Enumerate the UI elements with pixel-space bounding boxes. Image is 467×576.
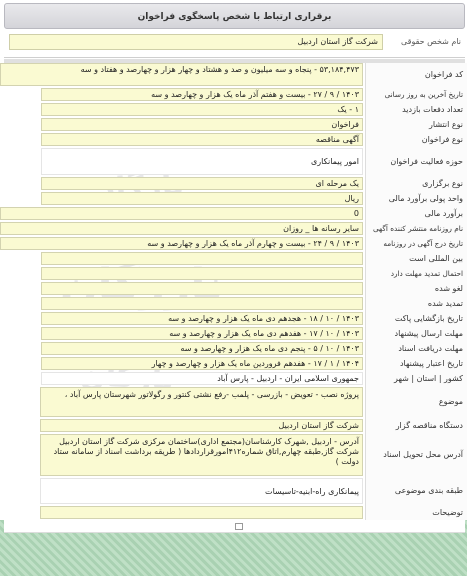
newspaper-date-value: ۱۴۰۳ / ۹ / ۲۴ - بیست و چهارم آذر ماه یک هزار و چهارصد و سه [0, 237, 363, 250]
info-row-publish-type [0, 118, 467, 131]
last-update-value: ۱۴۰۳ / ۹ / ۲۷ - بیست و هفتم آذر ماه یک هزار و چهارصد و سه [41, 88, 363, 101]
description-label: توضیحات [432, 507, 463, 517]
info-row-holding-type [0, 177, 467, 190]
info-row-docs-deadline [0, 342, 467, 355]
view-count-value: ۱ - یک [41, 103, 363, 116]
info-row-newspaper-date [0, 237, 467, 250]
category-label: طبقه بندی موضوعی [394, 486, 463, 495]
extension-possible-label: احتمال تمدید مهلت دارد [390, 268, 463, 278]
currency-value: ریال [41, 192, 363, 205]
location-label: کشور | استان | شهر [394, 373, 463, 383]
estimate-label: برآورد مالی [424, 208, 463, 218]
address-label: آدرس محل تحویل اسناد [383, 450, 463, 459]
info-row-estimate [0, 207, 467, 220]
view-count-label: تعداد دفعات بازدید [402, 104, 463, 114]
address-value: آدرس - اردبیل ,شهرک کارشناسان(مجتمع اداری)ساختمان مرکزی شرکت گاز استان اردبیل شرکت گاز,طبقه چهارم,اتاق شماره۴۱۲امورقراردادها ( طریقه برداشت اسناد از سامانه ستاد دولت ) [40, 434, 363, 476]
international-value [41, 252, 363, 265]
subject-value: پروژه نصب - تعویض - بازرسی - پلمب -رفع نشتی کنتور و رگولاتور شهرستان پارس آباد ، [40, 387, 363, 417]
info-row-category [0, 478, 467, 504]
legal-person-row [4, 29, 465, 58]
legal-person-value: شرکت گاز استان اردبیل [9, 34, 383, 50]
info-row-activity-area [0, 148, 467, 175]
info-row-international [0, 252, 467, 265]
info-row-validity [0, 357, 467, 370]
extension-possible-value [41, 267, 363, 280]
newspaper-label: نام روزنامه منتشر کننده آگهی [372, 223, 463, 233]
subject-label: موضوع [438, 397, 463, 406]
checkbox-placeholder[interactable] [235, 523, 243, 530]
opening-date-value: ۱۴۰۳ / ۱۰ / ۱۸ - هجدهم دی ماه یک هزار و چهارصد و سه [41, 312, 363, 325]
newspaper-date-label: تاریخ درج آگهی در روزنامه [383, 238, 463, 248]
activity-area-label: حوزه فعالیت فراخوان [390, 156, 463, 166]
organizer-label: دستگاه مناقصه گزار [395, 420, 463, 430]
validity-label: تاریخ اعتبار پیشنهاد [399, 358, 463, 368]
info-row-newspaper [0, 222, 467, 235]
validity-value: ۱۴۰۴ / ۱ / ۱۷ - هفدهم فروردین ماه یک هزار و چهارصد و چهار [41, 357, 363, 370]
info-row-currency [0, 192, 467, 205]
extended-label: تمدید شده [427, 298, 463, 308]
tender-code-label: کد فراخوان [424, 69, 463, 79]
info-row-submit-deadline [0, 327, 467, 340]
currency-label: واحد پولی برآورد مالی [388, 193, 463, 203]
info-row-cancelled [0, 282, 467, 295]
info-row-organizer [0, 419, 467, 432]
opening-date-label: تاریخ بازگشایی پاکت [394, 313, 463, 323]
info-row-tender-code [0, 63, 467, 86]
contact-responder-bar[interactable] [4, 3, 465, 29]
submit-deadline-value: ۱۴۰۳ / ۱۰ / ۱۷ - هفدهم دی ماه یک هزار و چهارصد و سه [41, 327, 363, 340]
submit-deadline-label: مهلت ارسال پیشنهاد [394, 328, 463, 338]
cancelled-value [41, 282, 363, 295]
info-row-call-type [0, 133, 467, 146]
organizer-value: شرکت گاز استان اردبیل [40, 419, 363, 432]
category-value: پیمانکاری راه-ابنیه-تاسیسات [40, 478, 363, 504]
info-row-extension-possible [0, 267, 467, 280]
estimate-value: 0 [0, 207, 363, 220]
call-type-value: آگهی مناقصه [41, 133, 363, 146]
international-label: بین المللی است [409, 253, 463, 263]
publish-type-label: نوع انتشار [429, 119, 463, 129]
legal-person-label: نام شخص حقوقی [401, 37, 461, 46]
holding-type-label: نوع برگزاری [422, 178, 463, 188]
call-type-label: نوع فراخوان [421, 134, 463, 144]
location-value: جمهوری اسلامی ایران - اردبیل - پارس آباد [41, 372, 363, 385]
publish-type-value: فراخوان [41, 118, 363, 131]
info-row-opening-date [0, 312, 467, 325]
cancelled-label: لغو شده [434, 283, 463, 293]
info-row-extended [0, 297, 467, 310]
info-row-address [0, 434, 467, 476]
tender-code-value: ۵۳,۱۸۴,۴۷۳ - پنجاه و سه میلیون و صد و هشتاد و چهار هزار و چهارصد و هفتاد و سه [0, 63, 363, 86]
contact-responder-title: برقراری ارتباط با شخص پاسخگوی فراخوان [137, 12, 332, 22]
activity-area-value: امور پیمانکاری [41, 148, 363, 175]
description-value [40, 506, 363, 519]
info-row-location [0, 372, 467, 385]
holding-type-value: یک مرحله ای [41, 177, 363, 190]
info-row-subject [0, 387, 467, 417]
info-row-last-update [0, 88, 467, 101]
last-update-label: تاریخ آخرین به روز رسانی [384, 89, 463, 99]
info-row-view-count [0, 103, 467, 116]
newspaper-value: سایر رسانه ها _ روزان [0, 222, 363, 235]
info-row-description [0, 506, 467, 519]
extended-value [41, 297, 363, 310]
docs-deadline-value: ۱۴۰۳ / ۱۰ / ۵ - پنجم دی ماه یک هزار و چهارصد و سه [41, 342, 363, 355]
docs-deadline-label: مهلت دریافت اسناد [398, 343, 463, 353]
